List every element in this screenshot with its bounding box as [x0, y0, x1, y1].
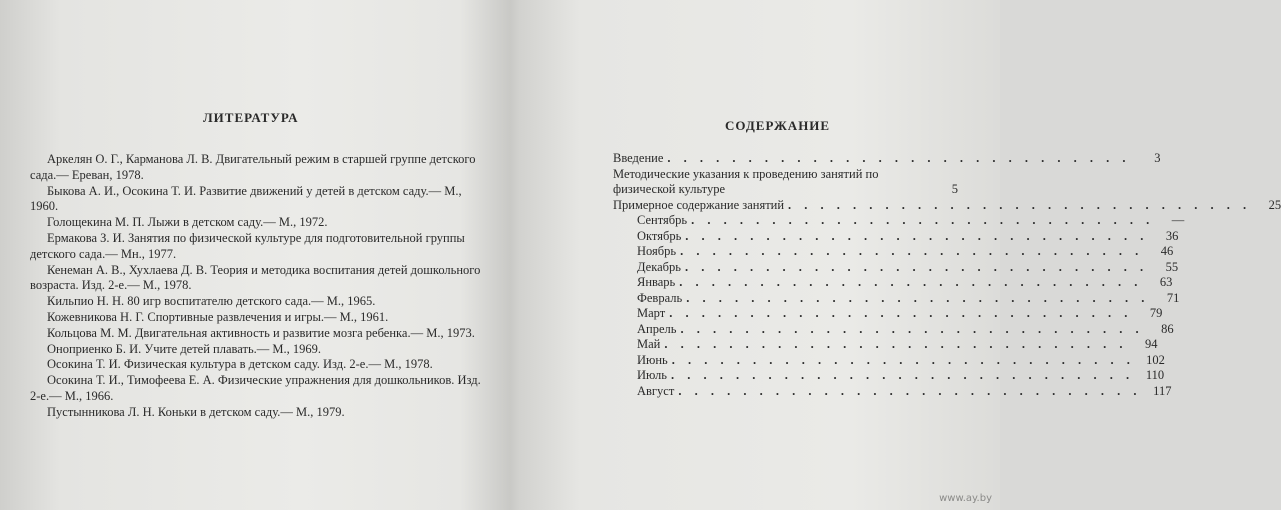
toc-row: [613, 383, 1172, 400]
toc-row: [613, 321, 1174, 338]
right-page: [530, 0, 1281, 510]
toc-page-number: 94: [1144, 337, 1158, 351]
toc-label: Февраль: [637, 290, 683, 305]
toc-row: [613, 228, 1179, 245]
literature-entry: Осокина Т. И., Тимофеева Е. А. Физические упражнения для дошкольников. Изд. 2-е.— М., 1966.: [30, 373, 481, 403]
toc-row: [613, 290, 1180, 307]
literature-entry: Аркелян О. Г., Карманова Л. В. Двигательный режим в старшей группе детского сада.— Ереван, 1978.: [30, 152, 476, 182]
literature-heading: ЛИТЕРАТУРА: [203, 110, 299, 125]
toc-label: Введение: [613, 151, 664, 165]
toc-leader-dots: . . . . . . . . . . . . . . . . . . . . . . . . . . . . .: [680, 321, 1144, 336]
literature-entry: Кожевникова Н. Г. Спортивные развлечения и игры.— М., 1961.: [47, 309, 389, 324]
toc-row: [613, 352, 1165, 369]
toc-leader-dots: . . . . . . . . . . . . . . . . . . . . . . . . . . . . .: [788, 197, 1252, 212]
toc-label: Январь: [637, 275, 676, 289]
toc-row: [613, 368, 1165, 384]
toc-label: Примерное содержание занятий: [613, 197, 785, 212]
toc-leader-dots: . . . . . . . . . . . . . . . . . . . . . . . . . . . . .: [671, 352, 1135, 367]
toc-label: Декабрь: [637, 259, 681, 274]
toc-row: [613, 167, 958, 198]
toc-leader-dots: . . . . . . . . . . . . . . . . . . . . . . . . . . . . .: [679, 275, 1143, 289]
toc-row: [613, 197, 1281, 214]
contents-heading: СОДЕРЖАНИЕ: [725, 118, 831, 133]
toc-page-number: 46: [1160, 244, 1174, 258]
toc-leader-dots: . . . . . . . . . . . . . . . . . . . . . . . . . . . . .: [685, 228, 1149, 243]
watermark: www.ay.by: [939, 493, 992, 504]
toc-label: Октябрь: [637, 228, 682, 243]
toc-leader-dots: . . . . . . . . . . . . . . . . . . . . . . . . . . . . .: [669, 306, 1133, 320]
toc-row: [613, 306, 1163, 322]
toc-label: Июль: [637, 368, 667, 382]
literature-list: [30, 152, 485, 421]
toc-label: Март: [637, 306, 666, 320]
toc-leader-dots: . . . . . . . . . . . . . . . . . . . . . . . . . . . . .: [684, 259, 1149, 274]
toc-leader-dots: . . . . . . . . . . . . . . . . . . . . . . . . . . . . .: [680, 244, 1144, 258]
toc-page-number: 36: [1165, 228, 1179, 243]
toc-page-number: 55: [1165, 259, 1179, 274]
toc-label: Июнь: [637, 352, 668, 367]
literature-entry: Осокина Т. И. Физическая культура в детском саду. Изд. 2-е.— М., 1978.: [47, 357, 433, 372]
toc-label: Методические указания к проведению занятий по физической культуре: [613, 166, 879, 196]
toc-page-number: 63: [1159, 275, 1173, 289]
toc-row: [613, 151, 1161, 167]
toc-page-number: —: [1171, 213, 1185, 227]
literature-entry: Быкова А. И., Осокина Т. И. Развитие движений у детей в детском саду.— М., 1960.: [30, 183, 462, 214]
literature-entry: Кенеман А. В., Хухлаева Д. В. Теория и методика воспитания детей дошкольного возраста. Изд. 2-е.— М., 1978.: [30, 262, 481, 293]
toc-leader-dots: . . . . . . . . . . . . . . . . . . . . . . . . . . . . .: [671, 368, 1135, 382]
toc-page-number: 110: [1145, 368, 1165, 382]
toc-page-number: 79: [1149, 306, 1163, 320]
toc-page-number: 117: [1153, 383, 1172, 398]
toc-label: Сентябрь: [637, 213, 688, 227]
toc-row: [613, 337, 1158, 353]
toc-row: [613, 259, 1179, 276]
literature-entry: Оноприенко Б. И. Учите детей плавать.— М., 1969.: [47, 341, 322, 356]
toc-row: [613, 275, 1173, 291]
toc-label: Май: [637, 337, 661, 351]
toc-leader-dots: . . . . . . . . . . . . . . . . . . . . . . . . . . . . .: [691, 213, 1155, 227]
toc-leader-dots: . . . . . . . . . . . . . . . . . . . . . . . . . . . . .: [667, 151, 1131, 165]
toc-page-number: 25: [1268, 197, 1281, 212]
toc-row: [613, 244, 1174, 260]
toc-page-number: 102: [1146, 352, 1165, 367]
toc-leader-dots: . . . . . . . . . . . . . . . . . . . . . . . . . . . . .: [664, 337, 1128, 351]
table-of-contents: [613, 151, 1281, 399]
toc-leader-dots: . . . . . . . . . . . . . . . . . . . . . . . . . . . . .: [678, 383, 1142, 398]
toc-page-number: 71: [1166, 290, 1180, 305]
literature-entry: Голощекина М. П. Лыжи в детском саду.— М., 1972.: [47, 215, 328, 230]
literature-entry: Кольцова М. М. Двигательная активность и развитие мозга ребенка.— М., 1973.: [47, 325, 475, 340]
toc-page-number: 86: [1161, 321, 1174, 336]
literature-entry: Кильпио Н. Н. 80 игр воспитателю детского сада.— М., 1965.: [47, 294, 376, 309]
literature-entry: Пустынникова Л. Н. Коньки в детском саду.— М., 1979.: [47, 404, 345, 419]
toc-page-number: 5: [951, 182, 958, 196]
toc-label: Ноябрь: [637, 244, 677, 258]
toc-label: Август: [637, 383, 675, 398]
toc-row: [613, 213, 1185, 229]
literature-entry: Ермакова З. И. Занятия по физической культуре для подготовительной группы детского сада.— Мн., 1977.: [30, 230, 465, 261]
left-page: [0, 0, 520, 510]
toc-leader-dots: . . . . . . . . . . . . . . . . . . . . . . . . . . . . .: [686, 290, 1150, 305]
toc-page-number: 3: [1154, 151, 1161, 165]
toc-label: Апрель: [637, 321, 677, 336]
